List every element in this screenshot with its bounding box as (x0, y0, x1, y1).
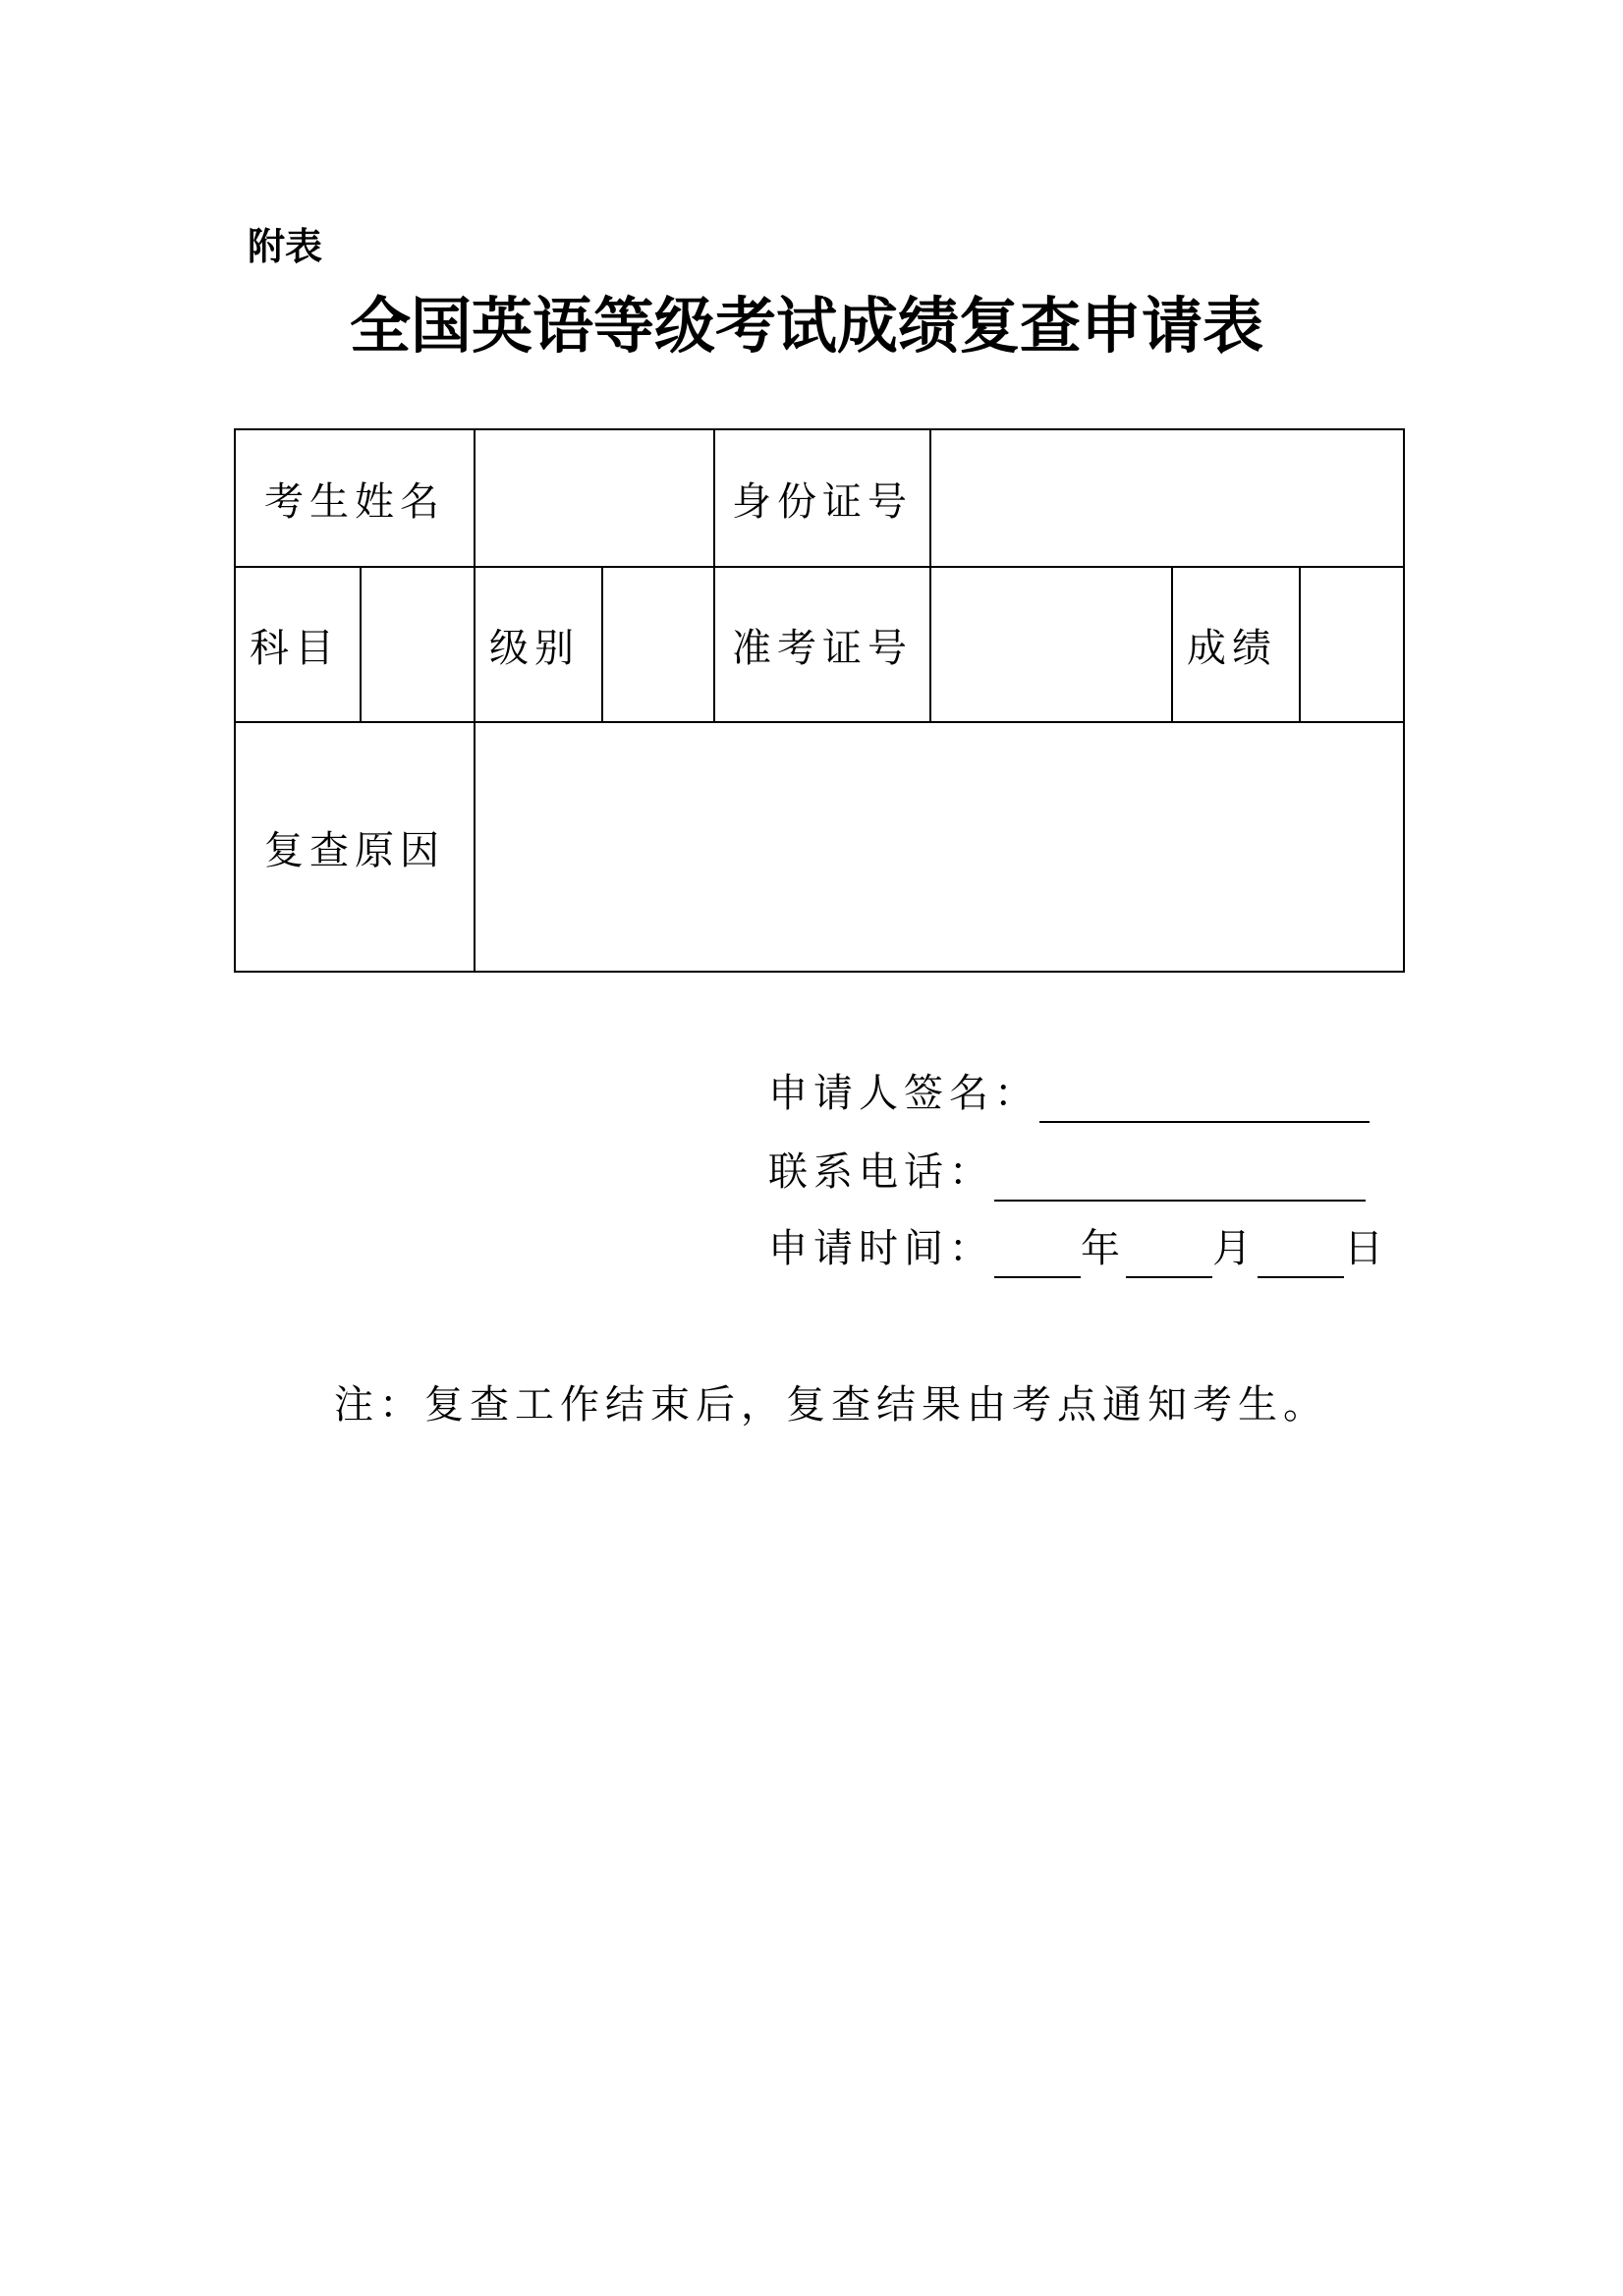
score-label: 成绩 (1172, 567, 1300, 722)
table-row (235, 722, 1404, 972)
month-field[interactable] (1126, 1231, 1212, 1278)
year-label: 年 (1081, 1226, 1126, 1271)
attachment-label: 附表 (248, 225, 323, 268)
footnote: 注：复查工作结束后，复查结果由考点通知考生。 (334, 1382, 1328, 1428)
reason-label: 复查原因 (235, 722, 475, 972)
name-label: 考生姓名 (235, 429, 475, 567)
table-row (235, 429, 1404, 567)
table-row (235, 567, 1404, 722)
applicant-signature-label: 申请人签名： (768, 1071, 1039, 1116)
application-date-label: 申请时间： (768, 1226, 994, 1271)
subject-label: 科目 (235, 567, 361, 722)
day-field[interactable] (1258, 1231, 1344, 1278)
phone-line (768, 1143, 1366, 1202)
reason-field[interactable] (475, 722, 1404, 972)
level-label: 级别 (475, 567, 602, 722)
id-number-field[interactable] (930, 429, 1404, 567)
subject-field[interactable] (361, 567, 475, 722)
page-title: 全国英语等级考试成绩复查申请表 (349, 290, 1263, 362)
application-form-table (234, 428, 1405, 973)
name-field[interactable] (475, 429, 714, 567)
id-number-label: 身份证号 (714, 429, 930, 567)
applicant-signature-line (768, 1064, 1370, 1123)
applicant-signature-field[interactable] (1039, 1076, 1370, 1123)
phone-label: 联系电话： (768, 1149, 994, 1195)
phone-field[interactable] (994, 1154, 1366, 1202)
admission-ticket-field[interactable] (930, 567, 1172, 722)
admission-ticket-label: 准考证号 (714, 567, 930, 722)
month-label: 月 (1212, 1226, 1258, 1271)
day-label: 日 (1344, 1226, 1389, 1271)
application-date-line (768, 1219, 1389, 1278)
level-field[interactable] (602, 567, 714, 722)
year-field[interactable] (994, 1231, 1081, 1278)
score-field[interactable] (1300, 567, 1404, 722)
